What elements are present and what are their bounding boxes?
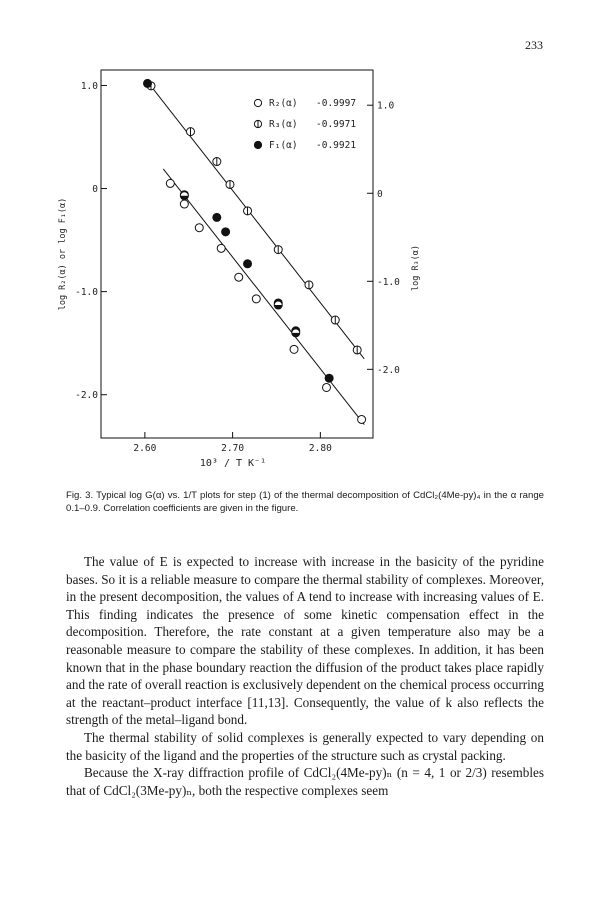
legend-label-2: F₁(α) bbox=[269, 140, 298, 151]
point-barred-3 bbox=[226, 180, 234, 188]
legend-value-0: -0.9997 bbox=[316, 98, 357, 109]
point-barred-6 bbox=[305, 281, 313, 289]
y-right-tick-label-3: -2.0 bbox=[377, 364, 400, 376]
paragraph-2: The thermal stability of solid complexes is generally expected to vary depending on the basicity of the ligand and the properties of the structure such as crystal packing. bbox=[66, 729, 544, 763]
point-filled-4 bbox=[244, 260, 252, 268]
point-barred-2 bbox=[213, 158, 221, 166]
paragraph-3: Because the X-ray diffraction profile of CdCl₂(4Me-py)ₙ (n = 4, 1 or 2/3) resembles that of CdCl₂(3Me-py)ₙ, both the respective complexes seem bbox=[66, 765, 544, 798]
y-axis-label-right: log R₃(α) bbox=[411, 244, 421, 292]
x-axis-label: 10³ / T K⁻¹ bbox=[199, 458, 267, 469]
legend-marker-filled bbox=[254, 141, 261, 148]
y-axis-label-left: log R₂(α) or log F₁(α) bbox=[58, 197, 68, 311]
y-left-tick-label-0: 1.0 bbox=[80, 80, 98, 92]
y-left-tick-label-3: -2.0 bbox=[75, 390, 98, 402]
point-barred-5 bbox=[274, 246, 282, 254]
legend-label-1: R₃(α) bbox=[269, 119, 298, 130]
body-text bbox=[66, 553, 544, 799]
legend-value-2: -0.9921 bbox=[316, 140, 357, 151]
legend-marker-barred bbox=[254, 120, 261, 127]
point-barred-7 bbox=[331, 316, 339, 324]
fit-line-open bbox=[163, 169, 364, 425]
point-open-5 bbox=[252, 295, 260, 303]
point-open-7 bbox=[322, 383, 330, 391]
point-open-0 bbox=[166, 179, 174, 187]
x-tick-label-0: 2.60 bbox=[133, 443, 157, 454]
legend-value-1: -0.9971 bbox=[316, 119, 357, 130]
point-open-3 bbox=[217, 244, 225, 252]
x-tick-label-1: 2.70 bbox=[221, 443, 245, 454]
point-barred-8 bbox=[353, 346, 361, 354]
point-half-0 bbox=[180, 192, 188, 200]
point-barred-4 bbox=[244, 207, 252, 215]
y-right-tick-label-2: -1.0 bbox=[377, 276, 400, 288]
point-open-1 bbox=[180, 200, 188, 208]
point-half-2 bbox=[292, 329, 300, 337]
point-open-8 bbox=[358, 415, 366, 423]
point-open-4 bbox=[235, 273, 243, 281]
point-filled-2 bbox=[213, 213, 221, 221]
y-left-tick-label-1: 0 bbox=[92, 184, 98, 196]
legend-label-0: R₂(α) bbox=[269, 98, 298, 109]
legend-marker-open bbox=[254, 99, 261, 106]
point-open-6 bbox=[290, 345, 298, 353]
paragraph-1: The value of E is expected to increase with increase in the basicity of the pyridine bases. So it is a reliable measure to compare the thermal stability of complexes. Moreover, in the present decomposition, the values of A tend to increase with increasing values of E. This finding indicates the presence of some kinetic compensation effect in the decomposition. Therefore, the rate constant at a given temperature also may be a reasonable measure to compare the stability of these complexes. In addition, it has been known that in the phase boundary reaction the diffusion of the product takes place rapidly and the rate of overall reaction is exclusively dependent on the chemical process occurring at the reactant–product interface [11,13]. Consequently, the value of k also reflects the strength of the metal–ligand bond. bbox=[66, 554, 544, 728]
y-left-tick-label-2: -1.0 bbox=[75, 287, 98, 299]
y-right-tick-label-1: 0 bbox=[377, 188, 383, 200]
point-filled-3 bbox=[222, 228, 230, 236]
y-right-tick-label-0: 1.0 bbox=[377, 100, 395, 112]
x-tick-label-2: 2.80 bbox=[308, 443, 332, 454]
page-number: 233 bbox=[525, 38, 543, 52]
point-half-1 bbox=[274, 301, 282, 309]
figure-caption: Fig. 3. Typical log G(α) vs. 1/T plots for step (1) of the thermal decomposition of CdCl₂(4Me-py)₄ in the α range 0.1–0.9. Correlation coefficients are given in the figure. bbox=[66, 490, 544, 514]
point-filled-7 bbox=[325, 374, 333, 382]
point-barred-1 bbox=[186, 128, 194, 136]
point-open-2 bbox=[195, 224, 203, 232]
point-filled-0 bbox=[144, 79, 152, 87]
